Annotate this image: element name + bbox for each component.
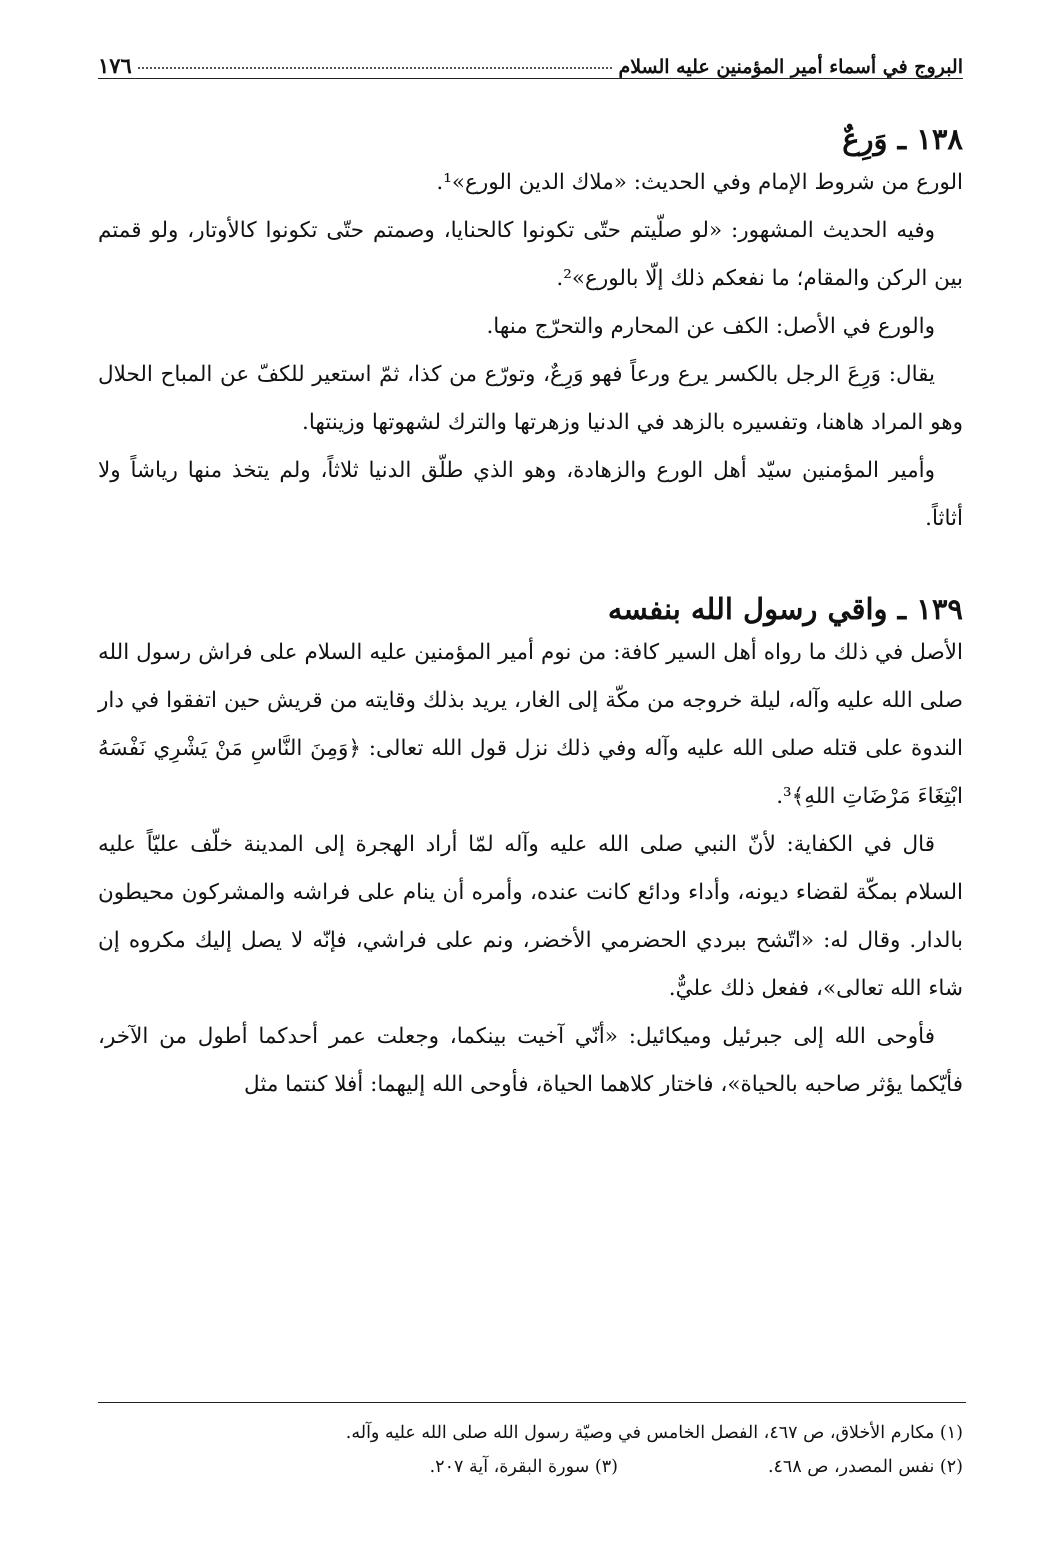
section-139-paragraph-2: قال في الكفاية: لأنّ النبي صلى الله عليه وآله لمّا أراد الهجرة إلى المدينة خلّف عليّاً عليه السلام بمكّة لقضاء ديونه، وأداء ودائع كانت عنده، وأمره أن ينام على فراشه والمشركون محيطون بالدار. وقال له: «اتّشح ببردي الحضرمي الأخضر، ونم على فراشي، فإنّه لا يصل إليك مكروه إن شاء الله تعالى»، ففعل ذلك عليٌّ. bbox=[98, 832, 963, 1001]
footnote-separator bbox=[98, 1402, 966, 1403]
section-138-paragraph-5: وأمير المؤمنين سيّد أهل الورع والزهادة، وهو الذي طلّق الدنيا ثلاثاً، ولم يتخذ منها رياشاً ولا أثاثاً. bbox=[98, 458, 963, 531]
footnote-row-2-3 bbox=[98, 1450, 963, 1484]
section-138-paragraph-3: والورع في الأصل: الكف عن المحارم والتحرّج منها. bbox=[486, 314, 935, 339]
header-dot-leader bbox=[138, 67, 613, 69]
running-header-book-title: البروج في أسماء أمير المؤمنين عليه السلام bbox=[618, 56, 963, 78]
footnote-3: (٣) سورة البقرة، آية ٢٠٧. bbox=[429, 1457, 618, 1477]
page-number: ١٧٦ bbox=[98, 53, 132, 78]
section-138-title: ١٣٨ ـ وَرِعٌ bbox=[842, 122, 963, 156]
section-138-paragraph-2: وفيه الحديث المشهور: «لو صلّيتم حتّى تكونوا كالحنايا، وصمتم حتّى تكونوا كالأوتار، ولو قمتم بين الركن والمقام؛ ما نفعكم ذلك إلّا بالورع»². bbox=[98, 218, 963, 291]
running-header bbox=[98, 38, 963, 79]
footnote-2: (٢) نفس المصدر، ص ٤٦٨. bbox=[767, 1457, 963, 1477]
section-138-paragraph-4: يقال: وَرِعَ الرجل بالكسر يرع ورعاً فهو وَرِعٌ، وتورّع من كذا، ثمّ استعير للكفّ عن المباح الحلال وهو المراد هاهنا، وتفسيره بالزهد في الدنيا وزهرتها والترك لشهوتها وزينتها. bbox=[98, 362, 963, 435]
section-139-paragraph-1: الأصل في ذلك ما رواه أهل السير كافة: من نوم أمير المؤمنين عليه السلام على فراش رسول الله صلى الله عليه وآله، ليلة خروجه من مكّة إلى الغار، يريد بذلك وقايته من قريش حين اتفقوا في دار الندوة على قتله صلى الله عليه وآله وفي ذلك نزل قول الله تعالى: ﴿وَمِنَ النَّاسِ مَنْ يَشْرِي نَفْسَهُ ابْتِغَاءَ مَرْضَاتِ اللهِ﴾³. bbox=[98, 640, 963, 809]
footnotes bbox=[98, 1416, 963, 1484]
section-139-title: ١٣٩ ـ واقي رسول الله بنفسه bbox=[607, 592, 963, 626]
footnote-1: (١) مكارم الأخلاق، ص ٤٦٧، الفصل الخامس في وصيّة رسول الله صلى الله عليه وآله. bbox=[345, 1423, 963, 1443]
section-139-paragraph-3: فأوحى الله إلى جبرئيل وميكائيل: «أنّي آخيت بينكما، وجعلت عمر أحدكما أطول من الآخر، فأيّكما يؤثر صاحبه بالحياة»، فاختار كلاهما الحياة، فأوحى الله إليهما: أفلا كنتما مثل bbox=[98, 1024, 963, 1097]
section-138-paragraph-1: الورع من شروط الإمام وفي الحديث: «ملاك الدين الورع»¹. bbox=[436, 170, 963, 195]
